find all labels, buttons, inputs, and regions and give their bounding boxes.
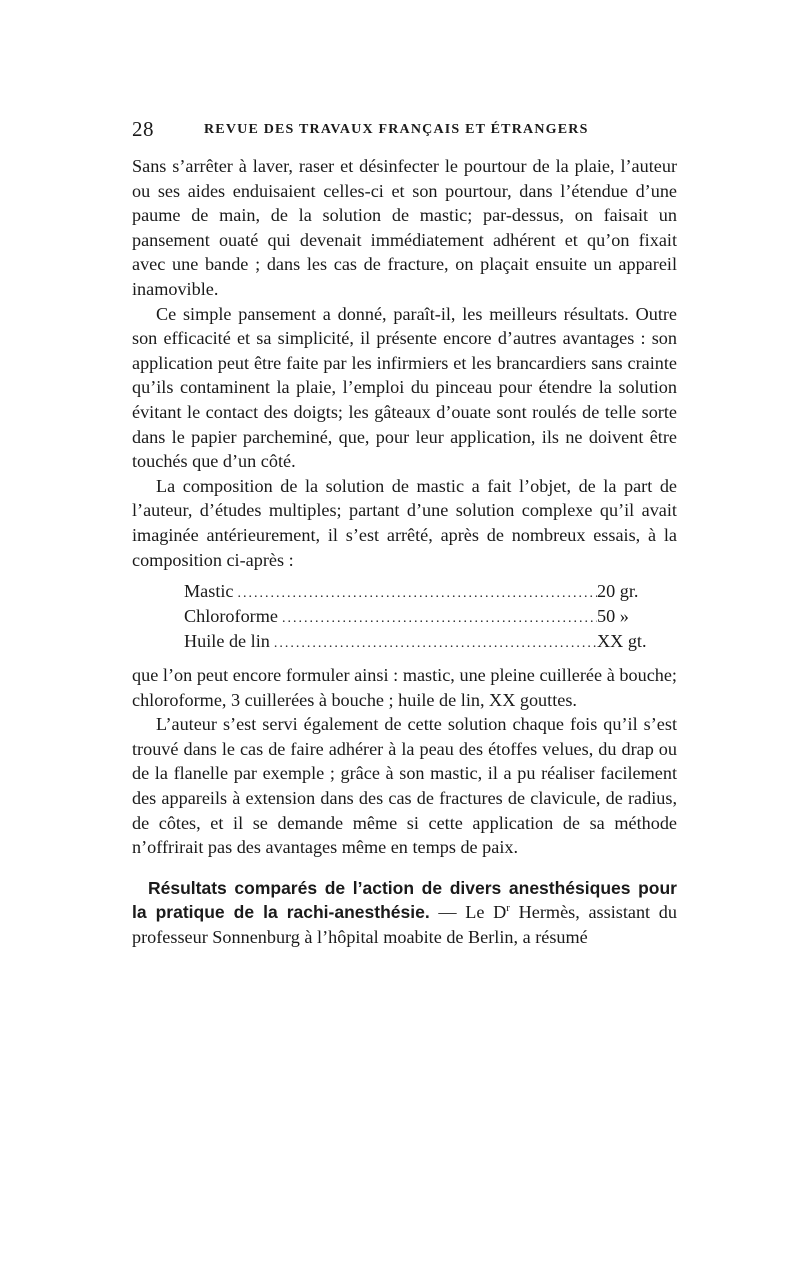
page-header bbox=[132, 117, 672, 147]
section-text: Hermès, assistant du professeur Sonnenburg à l’hôpital moabite de Berlin, a résumé bbox=[132, 902, 677, 948]
superscript: r bbox=[506, 902, 510, 915]
formula-row bbox=[184, 630, 659, 655]
formula-ingredient: Chloroforme bbox=[184, 606, 278, 627]
formula-quantity: XX gt. bbox=[597, 631, 647, 652]
paragraph: Ce simple pansement a donné, paraît-il, les meilleurs résultats. Outre son efficacité et sa simplicité, il présente encore d’autres avantages : son application peut être faite par les infirmiers et les brancardiers sans crainte qu’ils contaminent la plaie, l’emploi du pinceau pour étendre la solution évitant le contact des doigts; les gâteaux d’ouate sont roulés de telle sorte dans le papier parcheminé, que, pour leur application, ils ne doivent être touchés que d’un côté. bbox=[132, 303, 677, 472]
paragraph: L’auteur s’est servi également de cette solution chaque fois qu’il s’est trouvé dans le cas de faire adhérer à la peau des étoffes velues, du drap ou de la flanelle par exemple ; grâce à son mastic, il a pu réaliser facilement des appareils à extension dans des cas de fractures de clavicule, de radius, de côtes, et il se demande même si cette application de sa méthode n’offrirait pas des avantages même en temps de paix. bbox=[132, 714, 677, 858]
section-text: — Le D bbox=[429, 902, 507, 923]
formula-quantity: 50 » bbox=[597, 606, 629, 627]
formula-row bbox=[184, 605, 659, 630]
page-number: 28 bbox=[132, 117, 154, 141]
section-title: Résultats comparés de l’action de divers anesthésiques pour la pratique de la rachi-anesthésie. bbox=[132, 877, 677, 923]
dot-leader bbox=[234, 583, 597, 605]
dot-leader bbox=[278, 608, 597, 630]
formula-table bbox=[184, 580, 659, 655]
paragraph: Sans s’arrêter à laver, raser et désinfecter le pourtour de la plaie, l’auteur ou ses aides enduisaient celles-ci et son pourtour, dans l’étendue d’une paume de main, de la solution de mastic; par-dessus, on faisait un pansement ouaté qui devenait immédiatement adhérent et qu’on fixait avec une bande ; dans les cas de fracture, on plaçait ensuite un appareil inamovible. bbox=[132, 156, 677, 299]
dot-leader bbox=[270, 633, 597, 655]
body-text bbox=[132, 154, 677, 950]
section-paragraph bbox=[132, 876, 677, 950]
paragraph: que l’on peut encore formuler ainsi : mastic, une pleine cuillerée à bouche; chloroforme, 3 cuillerées à bouche ; huile de lin, XX gouttes. bbox=[132, 665, 677, 710]
formula-row bbox=[184, 580, 659, 605]
formula-ingredient: Mastic bbox=[184, 581, 234, 602]
running-title: REVUE DES TRAVAUX FRANÇAIS ET ÉTRANGERS bbox=[204, 122, 589, 137]
paragraph: La composition de la solution de mastic a fait l’objet, de la part de l’auteur, d’études multiples; partant d’une solution complexe qu’il avait imaginée antérieurement, il s’est arrêté, après de nombreux essais, à la composition ci-après : bbox=[132, 475, 677, 570]
formula-quantity: 20 gr. bbox=[597, 581, 639, 602]
formula-ingredient: Huile de lin bbox=[184, 631, 270, 652]
